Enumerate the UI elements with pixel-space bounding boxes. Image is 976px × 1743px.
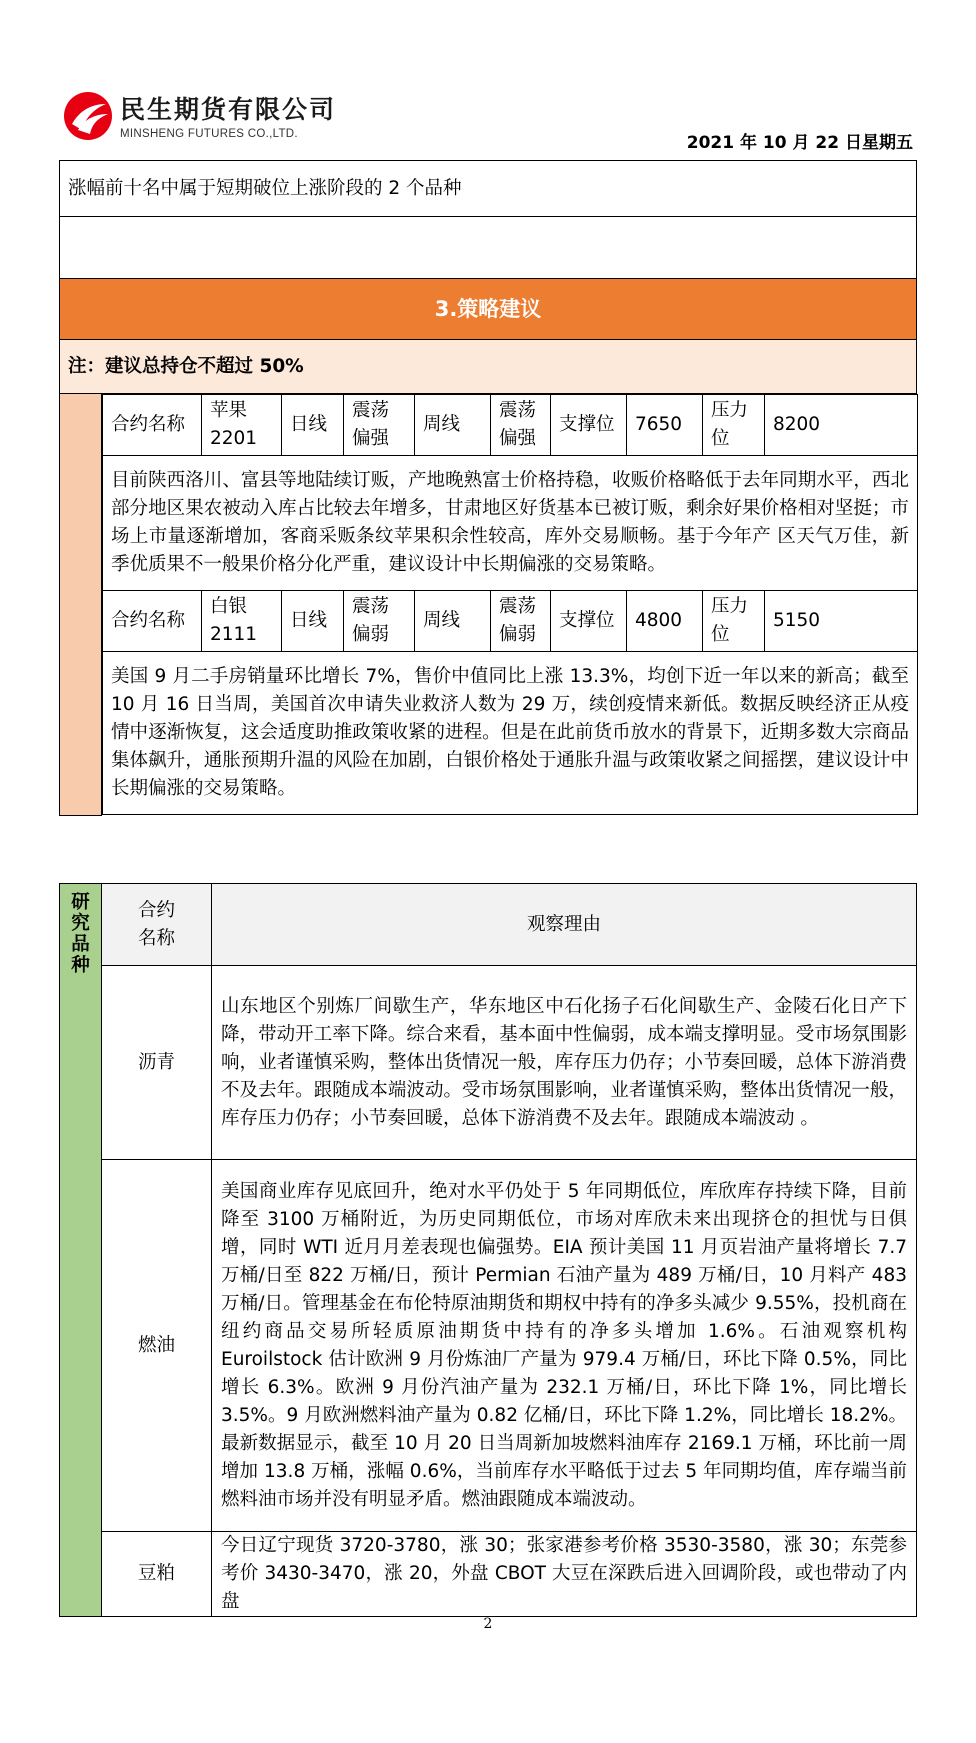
contract-name: 白银 2111 bbox=[202, 591, 282, 652]
contract-analysis: 美国 9 月二手房销量环比增长 7%，售价中值同比上涨 13.3%，均创下近一年以来的新高；截至 10 月 16 日当周，美国首次申请失业救济人数为 29 万，续创疫情来新低。数据反映经济正从疫情中逐渐恢复，这会适度助推政策收紧的进程。但是在此前货币放水的背景下，近期多数大宗商品集体飙升，通胀预期升温的风险在加剧，白银价格处于通胀升温与政策收紧之间摇摆，建议设计中长期偏涨的交易策略。 bbox=[103, 652, 918, 815]
col-header-name: 合约名称 bbox=[102, 884, 212, 966]
contracts-table bbox=[102, 394, 918, 815]
top-row-text: 涨幅前十名中属于短期破位上涨阶段的 2 个品种 bbox=[60, 161, 917, 217]
research-side-label: 研究品种 bbox=[60, 884, 102, 1617]
label-contract-name: 合约名称 bbox=[103, 591, 202, 652]
variety-name: 燃油 bbox=[102, 1160, 212, 1532]
support-level: 7650 bbox=[627, 395, 703, 456]
table-row bbox=[60, 1160, 917, 1532]
strategy-table bbox=[59, 160, 917, 816]
label-resistance: 压力位 bbox=[703, 591, 765, 652]
contract-row bbox=[103, 395, 918, 456]
label-weekly: 周线 bbox=[415, 591, 491, 652]
contract-name: 苹果 2201 bbox=[202, 395, 282, 456]
label-weekly: 周线 bbox=[415, 395, 491, 456]
section-title: 3.策略建议 bbox=[60, 279, 917, 340]
variety-reason: 山东地区个别炼厂间歇生产，华东地区中石化扬子石化间歇生产、金陵石化日产下降，带动开工率下降。综合来看，基本面中性偏弱，成本端支撑明显。受市场氛围影响，业者谨慎采购，整体出货情况一般，库存压力仍存；小节奏回暖，总体下游消费不及去年。跟随成本端波动。受市场氛围影响，业者谨慎采购，整体出货情况一般，库存压力仍存；小节奏回暖，总体下游消费不及去年。跟随成本端波动 。 bbox=[212, 966, 917, 1160]
variety-reason: 今日辽宁现货 3720-3780，涨 30；张家港参考价格 3530-3580，涨 30；东莞参考价 3430-3470，涨 20，外盘 CBOT 大豆在深跌后进入回调阶段，或也带动了内盘 bbox=[212, 1532, 917, 1617]
variety-name: 沥青 bbox=[102, 966, 212, 1160]
empty-row bbox=[60, 217, 917, 279]
label-daily: 日线 bbox=[282, 395, 344, 456]
contract-row bbox=[103, 591, 918, 652]
company-name-en: MINSHENG FUTURES CO.,LTD. bbox=[120, 128, 298, 140]
daily-trend: 震荡偏强 bbox=[344, 395, 415, 456]
contract-analysis: 目前陕西洛川、富县等地陆续订贩，产地晚熟富士价格持稳，收贩价格略低于去年同期水平，西北部分地区果农被动入库占比较去年增多，甘肃地区好货基本已被订贩，剩余好果价格相对坚挺；市场上市量逐渐增加，客商采贩条纹苹果积余性较高，库外交易顺畅。基于今年产 区天气万佳，新季优质果不一般果价格分化严重，建议设计中长期偏涨的交易策略。 bbox=[103, 456, 918, 591]
label-daily: 日线 bbox=[282, 591, 344, 652]
report-date: 2021 年 10 月 22 日星期五 bbox=[686, 133, 913, 153]
variety-reason: 美国商业库存见底回升，绝对水平仍处于 5 年同期低位，库欣库存持续下降，目前降至 3100 万桶附近，为历史同期低位，市场对库欣未来出现挤仓的担忧与日俱增，同时 WTI 近月月差表现也偏强势。EIA 预计美国 11 月页岩油产量将增长 7.7 万桶/日至 822 万桶/日，预计 Permian 石油产量为 489 万桶/日，10 月料产 483 万桶/日。管理基金在布伦特原油期货和期权中持有的净多头减少 9.55%，投机商在纽约商品交易所轻质原油期货中持有的净多头增加 1.6%。石油观察机构 Euroilstock 估计欧洲 9 月份炼油厂产量为 979.4 万桶/日，环比下降 0.5%，同比增长 6.3%。欧洲 9 月份汽油产量为 232.1 万桶/日，环比下降 1%，同比增长 3.5%。9 月欧洲燃料油产量为 0.82 亿桶/日，环比下降 1.2%，同比增长 18.2%。最新数据显示，截至 10 月 20 日当周新加坡燃料油库存 2169.1 万桶，环比前一周增加 13.8 万桶，涨幅 0.6%，当前库存水平略低于过去 5 年同期均值，库存端当前燃料油市场并没有明显矛盾。燃油跟随成本端波动。 bbox=[212, 1160, 917, 1532]
page-number: 2 bbox=[483, 1616, 493, 1632]
company-name-cn: 民生期货有限公司 bbox=[120, 95, 337, 124]
weekly-trend: 震荡偏弱 bbox=[491, 591, 551, 652]
col-header-reason: 观察理由 bbox=[212, 884, 917, 966]
label-contract-name: 合约名称 bbox=[103, 395, 202, 456]
label-support: 支撑位 bbox=[551, 395, 627, 456]
minsheng-logo-icon bbox=[62, 90, 114, 142]
variety-name: 豆粕 bbox=[102, 1532, 212, 1617]
resistance-level: 5150 bbox=[765, 591, 918, 652]
company-logo bbox=[62, 88, 362, 150]
research-table bbox=[59, 883, 917, 1617]
daily-trend: 震荡偏弱 bbox=[344, 591, 415, 652]
support-level: 4800 bbox=[627, 591, 703, 652]
resistance-level: 8200 bbox=[765, 395, 918, 456]
table-row bbox=[60, 1532, 917, 1617]
table-row bbox=[60, 966, 917, 1160]
weekly-trend: 震荡偏强 bbox=[491, 395, 551, 456]
label-resistance: 压力位 bbox=[703, 395, 765, 456]
strategy-side-bar bbox=[60, 394, 102, 816]
position-note: 注：建议总持仓不超过 50% bbox=[60, 340, 917, 394]
label-support: 支撑位 bbox=[551, 591, 627, 652]
